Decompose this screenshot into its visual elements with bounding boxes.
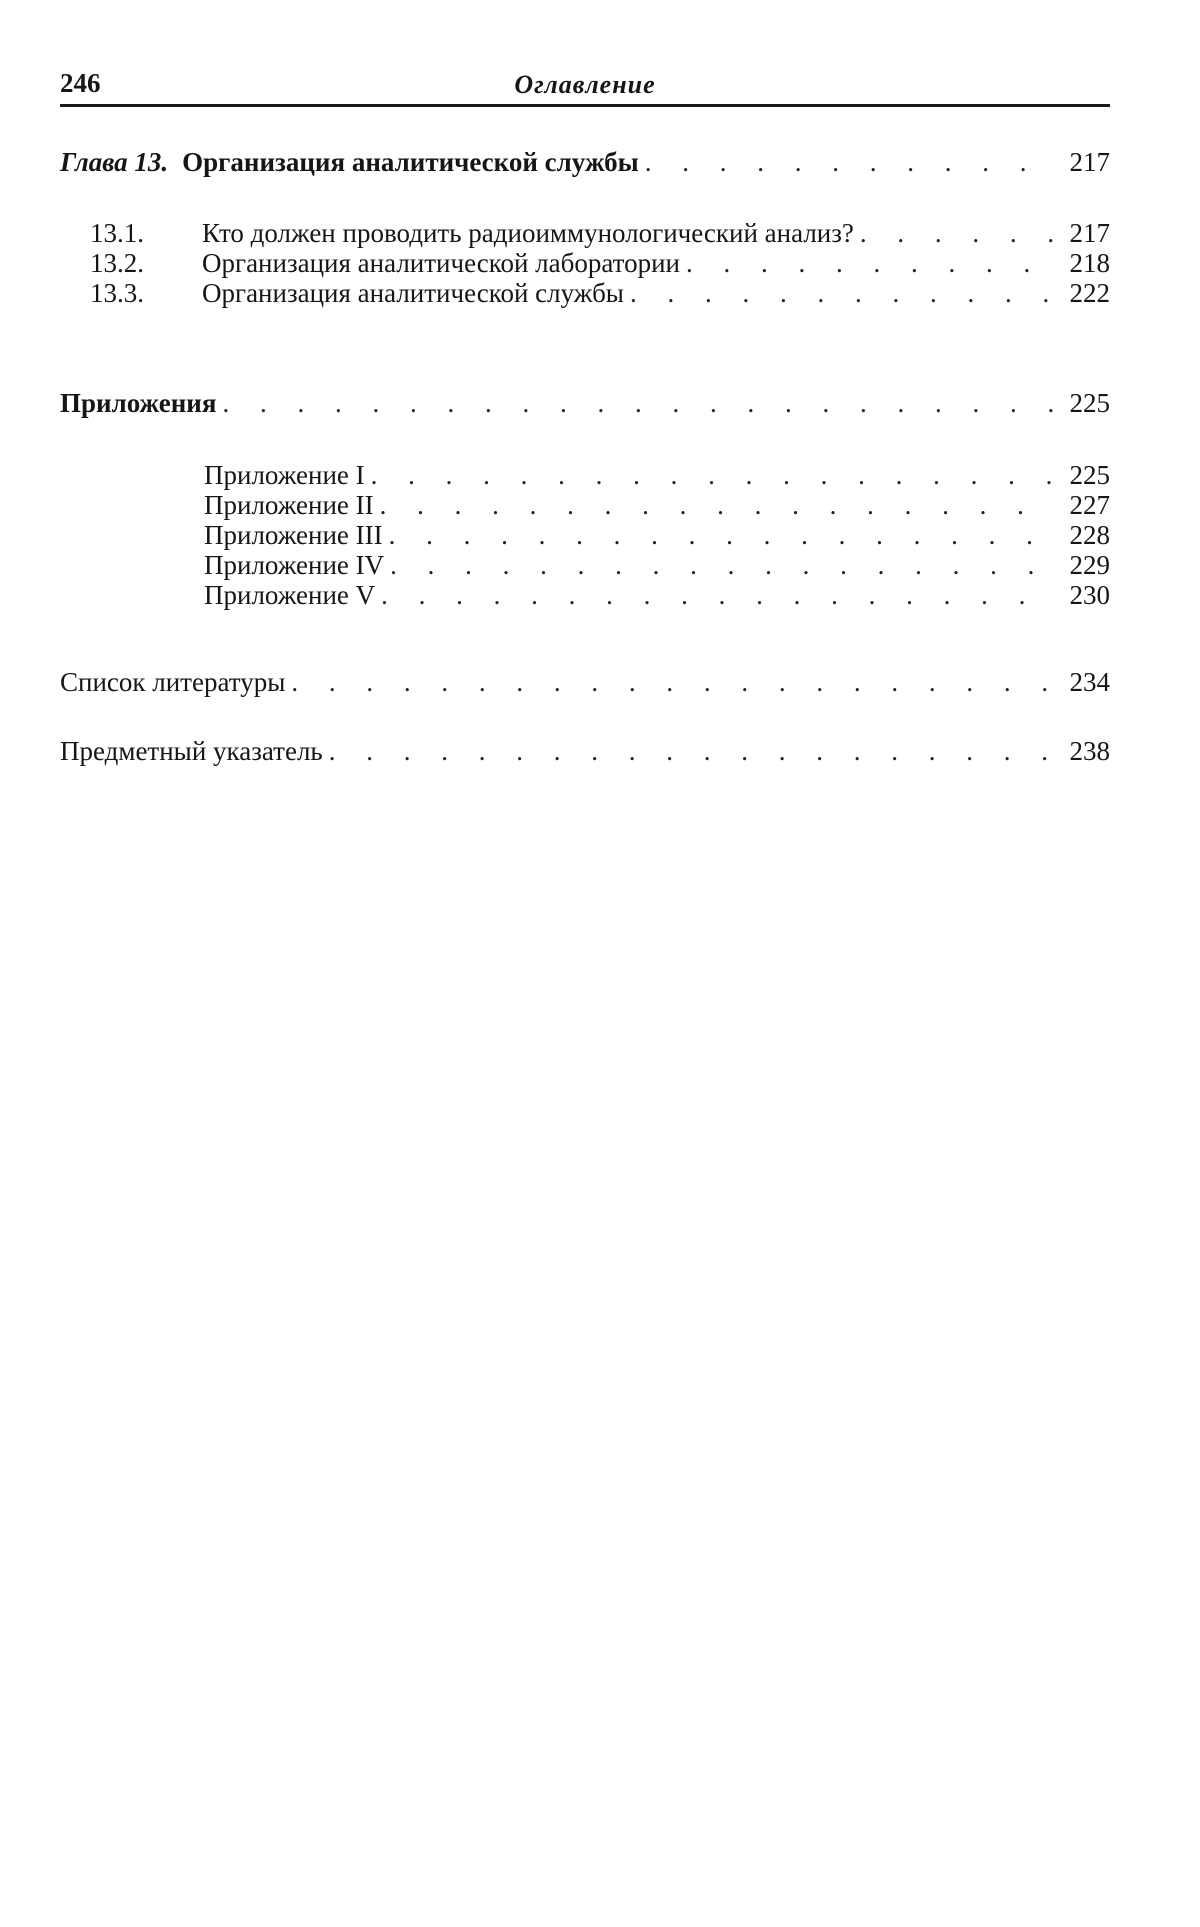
toc-references[interactable] <box>60 667 1110 697</box>
appendices-page: 225 <box>1069 388 1110 418</box>
toc-section-13-3[interactable] <box>60 278 1110 308</box>
section-page: 222 <box>1069 278 1110 308</box>
section-page: 217 <box>1069 218 1110 248</box>
dot-leader <box>291 667 1056 697</box>
references-page: 234 <box>1069 667 1110 697</box>
dot-leader <box>222 388 1056 418</box>
appendix-title: Приложение II <box>204 490 374 520</box>
section-title: Организация аналитической лаборатории <box>202 248 680 278</box>
dot-leader <box>645 147 1056 177</box>
running-title: Оглавление <box>514 70 656 99</box>
toc-appendix-4[interactable] <box>204 550 1110 580</box>
appendix-title: Приложение I <box>204 460 365 490</box>
chapter-title: Организация аналитической службы <box>182 147 639 177</box>
dot-leader <box>860 218 1056 248</box>
page-number: 246 <box>60 68 101 98</box>
appendix-title: Приложение III <box>204 520 383 550</box>
toc-appendix-3[interactable] <box>204 520 1110 550</box>
dot-leader <box>390 550 1056 580</box>
dot-leader <box>329 736 1056 766</box>
section-number: 13.1. <box>90 218 144 248</box>
toc-appendix-5[interactable] <box>204 580 1110 610</box>
page-header <box>60 62 1110 106</box>
appendix-title: Приложение IV <box>204 550 385 580</box>
toc-appendices[interactable] <box>60 388 1110 418</box>
appendix-page: 230 <box>1069 580 1110 610</box>
header-rule <box>60 104 1110 107</box>
dot-leader <box>686 248 1056 278</box>
dot-leader <box>381 580 1056 610</box>
toc-section-13-1[interactable] <box>60 218 1110 248</box>
index-page: 238 <box>1069 736 1110 766</box>
section-number: 13.3. <box>90 278 144 308</box>
chapter-prefix: Глава 13. <box>60 147 169 177</box>
appendix-page: 229 <box>1069 550 1110 580</box>
references-title: Список литературы <box>60 667 286 697</box>
dot-leader <box>630 278 1056 308</box>
appendix-title: Приложение V <box>204 580 376 610</box>
dot-leader <box>380 490 1056 520</box>
appendices-title: Приложения <box>60 388 217 418</box>
appendix-page: 227 <box>1069 490 1110 520</box>
chapter-page: 217 <box>1069 147 1110 177</box>
toc-appendix-2[interactable] <box>204 490 1110 520</box>
dot-leader <box>371 460 1056 490</box>
appendix-page: 228 <box>1069 520 1110 550</box>
section-title: Кто должен проводить радиоиммунологический анализ? <box>202 218 854 248</box>
section-title: Организация аналитической службы <box>202 278 624 308</box>
toc-subject-index[interactable] <box>60 736 1110 766</box>
toc-chapter-13[interactable] <box>60 147 1110 177</box>
dot-leader <box>389 520 1056 550</box>
index-title: Предметный указатель <box>60 736 323 766</box>
toc-section-13-2[interactable] <box>60 248 1110 278</box>
toc-appendix-1[interactable] <box>204 460 1110 490</box>
section-page: 218 <box>1069 248 1110 278</box>
appendix-page: 225 <box>1069 460 1110 490</box>
section-number: 13.2. <box>90 248 144 278</box>
